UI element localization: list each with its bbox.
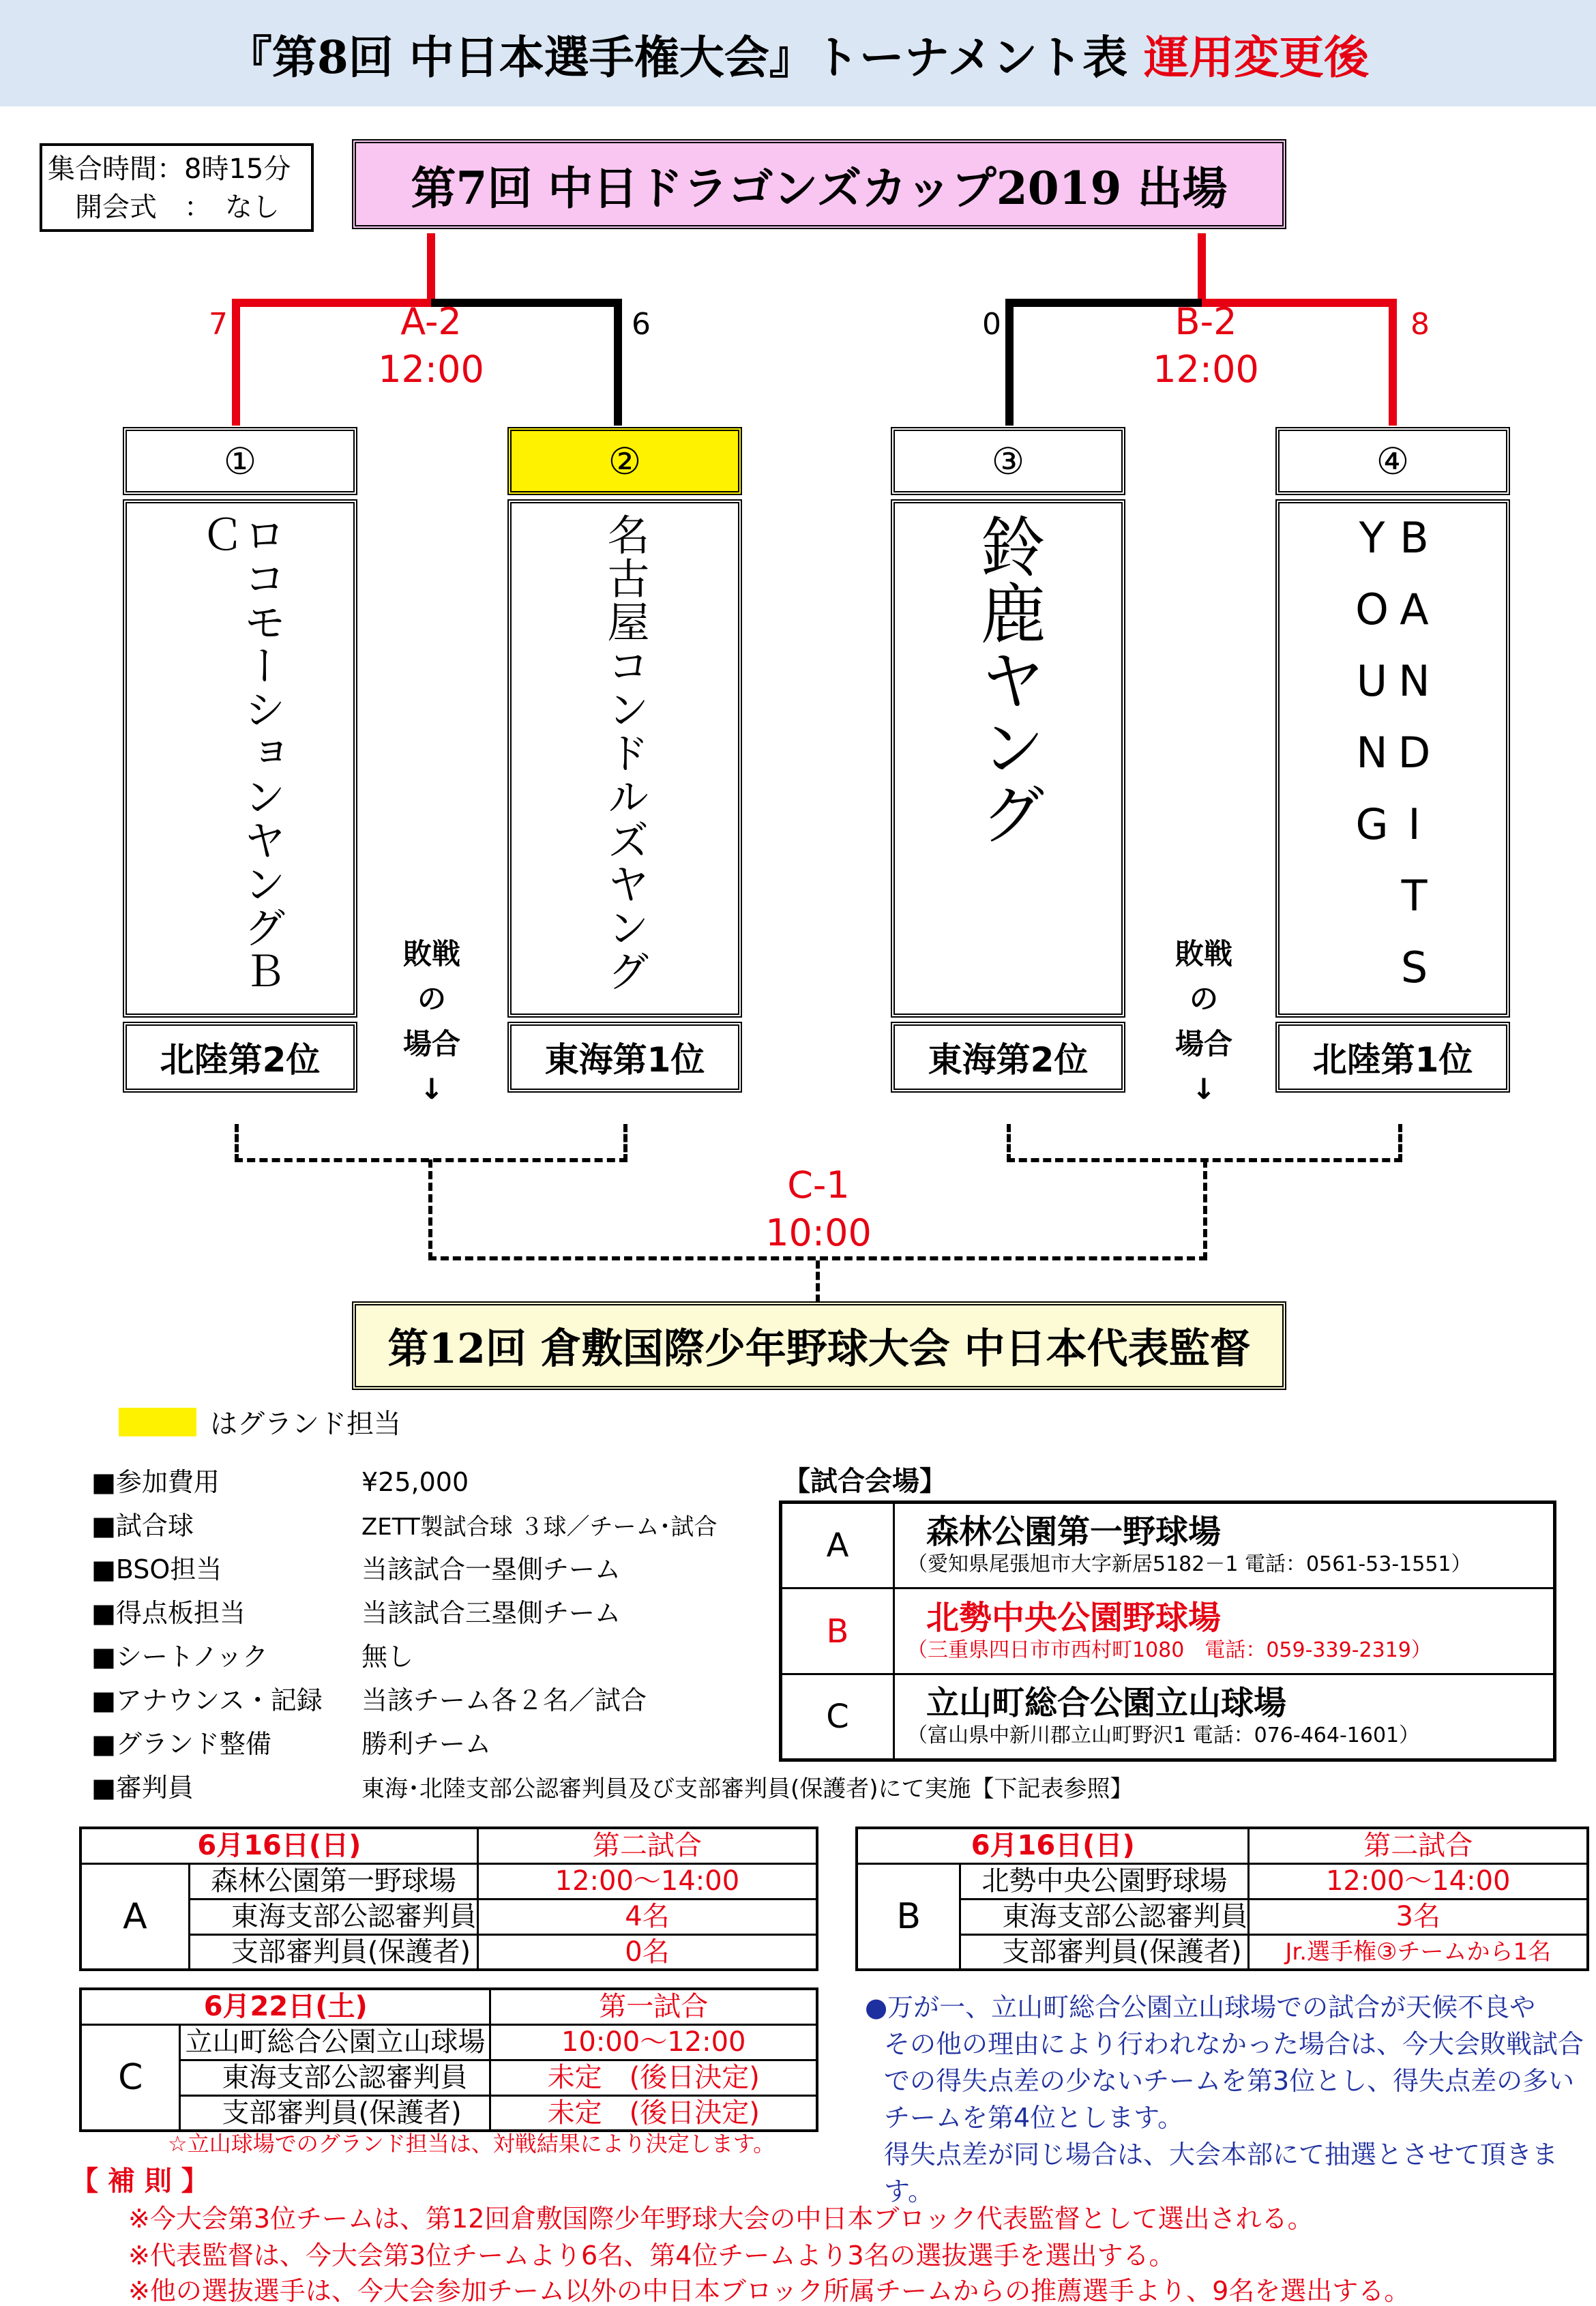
team-position: 北陸第2位 [123,1022,357,1093]
bracket-line [1005,299,1014,426]
down-arrow-icon: ↓ [419,1072,444,1106]
schedule-time: 12:00～14:00 [477,1863,817,1899]
match-a2-score-right: 6 [632,307,651,342]
venue-cell [894,1503,1555,1588]
schedule-time: 12:00～14:00 [1249,1863,1588,1899]
third-place-destination-title: 第12回 倉敷国際少年野球大会 中日本代表監督 [387,1325,1251,1373]
supplement-line: ※今大会第3位チームは、第12回倉敷国際少年野球大会の中日本ブロック代表監督として選出される。 [128,2204,1314,2234]
bracket-line [427,233,435,303]
bracket-line [232,299,240,426]
match-code: C-1 [787,1164,850,1207]
schedule-date: 6月16日(日) [80,1828,477,1863]
ground-duty-note: ☆立山球場でのグランド担当は、対戦結果により決定します。 [168,2131,775,2157]
team-name: 鈴鹿ヤング [891,499,1125,1018]
team-name: ロコモーションヤングＢＣ [123,499,357,1018]
page-title-highlight: 運用変更後 [1144,30,1370,84]
venue-row [781,1588,1555,1674]
info-key: ■BSO担当 [91,1554,222,1584]
venues-table [779,1501,1556,1762]
schedule-time: 10:00～12:00 [490,2024,817,2060]
note-line: 得失点差が同じ場合は、大会本部にて抽選とさせて頂きます。 [884,2140,1558,2206]
info-key: ■参加費用 [91,1467,220,1497]
info-row [91,1552,621,1586]
supplement-line: ※代表監督は、今大会第3位チームより6名、第4位チームより3名の選抜選手を選出する。 [128,2241,1175,2271]
info-row [91,1727,491,1761]
loss-label-line: の [417,982,446,1016]
venue-name: 森林公園第一野球場 [926,1513,1222,1551]
info-key: ■得点板担当 [91,1598,246,1628]
rain-out-note [865,1989,1588,2210]
down-arrow-icon: ↓ [1192,1072,1216,1106]
umpire-count: 3名 [1249,1899,1588,1934]
umpire-count: 0名 [477,1934,817,1970]
venue-name: 北勢中央公園野球場 [926,1598,1222,1637]
info-key: ■試合球 [91,1511,194,1541]
match-time: 10:00 [765,1211,872,1254]
match-time: 12:00 [378,348,484,391]
schedule-table-c [79,1987,818,2132]
match-c1-label [716,1164,921,1255]
venue-row [781,1674,1555,1760]
venue-code: B [781,1588,894,1674]
match-time: 12:00 [1153,348,1259,391]
note-line: その他の理由により行われなかった場合は、今大会敗戦試合 [884,2029,1584,2059]
team-column-2 [507,427,742,1093]
info-value: ¥25,000 [361,1467,469,1497]
note-line: チームを第4位とします。 [884,2103,1184,2133]
team-position: 東海第1位 [507,1022,742,1093]
match-b2-score-right: 8 [1410,307,1430,342]
team-number: ③ [891,427,1125,495]
match-code: A-2 [400,300,462,343]
umpire-count: Jr.選手権③チームから1名 [1249,1934,1588,1970]
loss-case-label [387,932,476,1112]
note-line: ●万が一、立山町総合公園立山球場での試合が天候不良や [865,1992,1536,2022]
venue-code: A [781,1503,894,1588]
loss-label-line: 敗戦 [1174,937,1232,971]
info-value: 当該チーム各２名／試合 [361,1685,647,1715]
umpire-count: 未定 (後日決定) [490,2060,817,2095]
ground-duty-swatch [119,1408,196,1436]
info-key: ■審判員 [91,1773,194,1803]
match-a2-label [329,300,533,391]
bracket-line [1389,299,1397,426]
umpire-role: 支部審判員(保護者) [189,1934,477,1970]
umpire-role: 東海支部公認審判員 [189,1899,477,1934]
loss-label-line: 場合 [402,1027,460,1061]
schedule-date: 6月22日(土) [80,1989,490,2024]
info-value: 当該試合三塁側チーム [361,1598,621,1628]
info-value: 無し [361,1642,414,1672]
umpire-role: 支部審判員(保護者) [180,2095,490,2131]
bracket-dashed-line [235,1124,627,1162]
team-column-4 [1275,427,1510,1093]
assembly-info-box [40,143,314,232]
schedule-game: 第二試合 [1249,1828,1588,1863]
info-row [91,1509,718,1544]
third-place-destination-box [352,1301,1286,1390]
info-row [91,1596,621,1630]
bracket-dashed-line [1007,1124,1402,1162]
info-key: ■グランド整備 [91,1729,271,1759]
supplement-line: ※他の選抜選手は、今大会参加チーム以外の中日本ブロック所属チームからの推薦選手より、9名を選出する。 [128,2276,1410,2306]
team-number: ④ [1275,427,1510,495]
winner-destination-box [352,139,1286,229]
team-position: 東海第2位 [891,1022,1125,1093]
ground-duty-legend: はグランド担当 [210,1408,401,1440]
loss-label-line: の [1189,982,1218,1016]
info-key: ■シートノック [91,1642,268,1672]
schedule-venue: 森林公園第一野球場 [189,1863,477,1899]
match-a2-score-left: 7 [209,307,228,342]
note-line: での得失点差の少ないチームを第3位とし、得失点差の多い [884,2066,1575,2096]
schedule-date: 6月16日(日) [857,1828,1249,1863]
match-b2-label [1104,300,1308,391]
info-value: 当該試合一塁側チーム [361,1554,621,1584]
venue-cell [894,1674,1555,1760]
venue-code: C [781,1674,894,1760]
venues-title: 【試合会場】 [783,1466,947,1497]
venue-address: （三重県四日市市西村町1080 電話：059-339-2319） [907,1638,1432,1662]
schedule-table-a [79,1827,818,1971]
umpire-role: 東海支部公認審判員 [960,1899,1249,1934]
team-number: ① [123,427,357,495]
loss-label-line: 場合 [1174,1027,1232,1061]
venue-address: （愛知県尾張旭市大字新居5182－1 電話：0561-53-1551） [907,1552,1472,1576]
info-row [91,1683,647,1717]
team-column-1 [123,427,357,1093]
venue-name: 立山町総合公園立山球場 [926,1684,1287,1722]
bracket-line [1198,233,1206,303]
venue-row [781,1503,1555,1588]
loss-case-label [1159,932,1248,1112]
info-row [91,1771,1134,1806]
team-column-3 [891,427,1125,1093]
info-value: 東海･北陸支部公認審判員及び支部審判員(保護者)にて実施【下記表参照】 [361,1775,1134,1803]
umpire-role: 東海支部公認審判員 [180,2060,490,2095]
team-number: ② [507,427,742,495]
info-value: 勝利チーム [361,1729,492,1759]
schedule-venue: 北勢中央公園野球場 [960,1863,1249,1899]
schedule-game: 第二試合 [477,1828,817,1863]
info-key: ■アナウンス・記録 [91,1685,323,1715]
page-header [0,0,1596,106]
winner-destination-title: 第7回 中日ドラゴンズカップ2019 出場 [411,161,1228,215]
schedule-table-b [855,1827,1589,1971]
info-row [91,1465,469,1499]
umpire-count: 4名 [477,1899,817,1934]
venue-address: （富山県中新川郡立山町野沢1 電話：076-464-1601） [907,1724,1420,1747]
page-title: 『第8回 中日本選手権大会』トーナメント表 [226,30,1128,84]
assembly-time: 集合時間：8時15分 [48,153,291,185]
supplement-title: 【 補 則 】 [71,2165,209,2197]
team-position: 北陸第1位 [1275,1022,1510,1093]
loss-label-line: 敗戦 [402,937,460,971]
schedule-game: 第一試合 [490,1989,817,2024]
info-row [91,1640,413,1674]
team-name: BANDITS YOUNG [1275,499,1510,1018]
umpire-count: 未定 (後日決定) [490,2095,817,2131]
bracket-line [614,299,622,426]
venue-cell [894,1588,1555,1674]
opening-ceremony: 開会式 ： なし [75,192,280,223]
info-value: ZETT製試合球 ３球／チーム･試合 [361,1513,718,1541]
schedule-venue: 立山町総合公園立山球場 [180,2024,490,2060]
team-name: 名古屋コンドルズヤング [507,499,742,1018]
umpire-role: 支部審判員(保護者) [960,1934,1249,1970]
bracket-dashed-line [816,1260,820,1303]
match-code: B-2 [1174,300,1237,343]
schedule-venue-code: C [80,2024,180,2131]
match-b2-score-left: 0 [982,307,1001,342]
schedule-venue-code: B [857,1863,960,1970]
schedule-venue-code: A [80,1863,189,1970]
